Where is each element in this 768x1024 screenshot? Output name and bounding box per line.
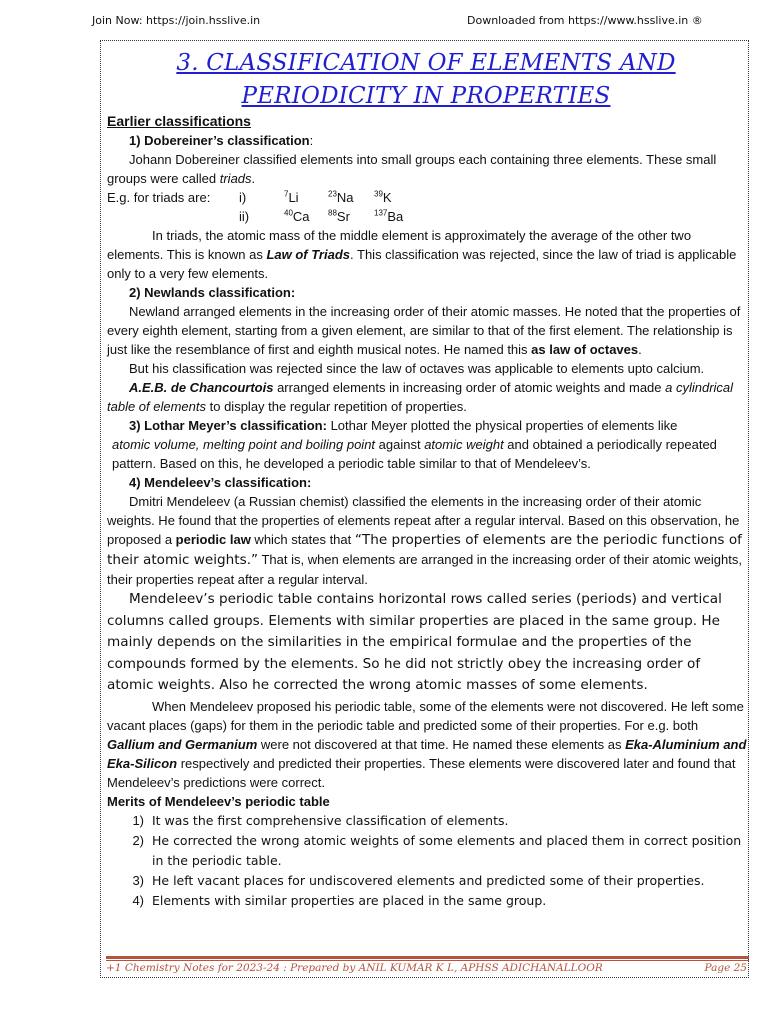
triads-row-2-number: ii): [239, 209, 250, 224]
lothar-meyer-paragraph: 3) Lothar Meyer’s classification: Lothar Meyer plotted the physical properties of elements like: [129, 418, 678, 433]
triad-element: $^{88}$Sr: [328, 208, 350, 224]
periodic-law-quote: “The properties of elements are the periodic functions of their atomic weights.”: [107, 532, 742, 568]
list-item: 2) He corrected the wrong atomic weights of some elements and placed them in correct position in the periodic table.: [132, 832, 742, 868]
triad-element: $^{23}$Na: [328, 189, 354, 205]
chancourtois-paragraph: A.E.B. de Chancourtois arranged elements in increasing order of atomic weights and made a cylindrical table of elements to display the regular repetition of properties.: [107, 380, 734, 414]
merits-heading: Merits of Mendeleev’s periodic table: [107, 793, 330, 809]
merits-list: [107, 811, 747, 911]
page-number: Page 25: [704, 962, 747, 974]
lothar-meyer-paragraph-cont: atomic volume, melting point and boiling point against atomic weight and obtained a periodically repeated pattern. Based on this, he developed a periodic table similar to that of Mendeleev’s.: [112, 437, 717, 471]
triad-element: $^7$Li: [284, 189, 299, 205]
mendeleev-paragraph: Dmitri Mendeleev (a Russian chemist) classified the elements in the increasing order of their atomic weights. He found that the properties of elements repeat after a regular interval. Based on this observation, he proposed a periodic law which states that “The properties of elements are the periodic functions of their atomic weights.” That is, when elements are arranged in the increasing order of their atomic weights, their properties repeat after a regular interval.: [107, 494, 742, 587]
footer-rule-thin: [106, 960, 749, 961]
chapter-title-line1: 3. CLASSIFICATION OF ELEMENTS AND: [176, 50, 676, 76]
list-item: 3) He left vacant places for undiscovered elements and predicted some of their properties.: [132, 872, 705, 888]
octaves-rejection-paragraph: But his classification was rejected since the law of octaves was applicable to elements upto calcium.: [129, 361, 705, 376]
page-header: [0, 12, 768, 30]
triads-row-1-number: i): [239, 190, 247, 205]
triads-eg-label: E.g. for triads are:: [107, 190, 211, 205]
dobereiner-heading: 1) Dobereiner’s classification:: [129, 133, 314, 148]
join-link-text: Join Now: https://join.hsslive.in: [92, 14, 261, 27]
vacant-places-paragraph: When Mendeleev proposed his periodic table, some of the elements were not discovered. He left some vacant places (gaps) for them in the periodic table and predicted some of their properties. For e.g. both Gallium and Germanium were not discovered at that time. He named these elements as Eka-Aluminium and Eka-Silicon respectively and predicted their properties. These elements were discovered later and found that Mendeleev’s predictions were correct.: [107, 698, 747, 790]
footer-rule-thick: [106, 956, 749, 959]
download-source-text: Downloaded from https://www.hsslive.in ®: [467, 14, 703, 27]
page-footer: [106, 962, 749, 974]
newlands-heading: 2) Newlands classification:: [129, 285, 296, 300]
mendeleev-heading: 4) Mendeleev’s classification:: [129, 475, 312, 490]
dobereiner-paragraph: Johann Dobereiner classified elements into small groups each containing three elements. These small groups were called triads.: [107, 152, 717, 186]
newlands-paragraph: Newland arranged elements in the increasing order of their atomic masses. He noted that the properties of every eighth element, starting from a given element, are similar to that of the first element. The relationship is just like the resemblance of first and eighth musical notes. He named this as law of octaves.: [107, 304, 741, 357]
triad-element: $^{137}$Ba: [374, 208, 404, 224]
triad-element: $^{39}$K: [374, 189, 392, 205]
list-item: 1) It was the first comprehensive classification of elements.: [132, 812, 509, 828]
triads-row-2: [107, 207, 747, 226]
law-of-triads-paragraph: In triads, the atomic mass of the middle element is approximately the average of the other two elements. This is known as Law of Triads. This classification was rejected, since the law of triad is applicable only to a very few elements.: [107, 228, 737, 281]
section-heading-earlier: Earlier classifications: [107, 113, 251, 129]
list-item: 4) Elements with similar properties are placed in the same group.: [132, 892, 547, 908]
triads-row-1: [107, 188, 747, 207]
periodic-table-description: Mendeleev’s periodic table contains horizontal rows called series (periods) and vertical columns called groups. Elements with similar properties are placed in the same group. He mainly depends on the similarities in the empirical formulae and the properties of the compounds formed by the elements. So he did not strictly obey the increasing order of atomic weights. Also he corrected the wrong atomic masses of some elements.: [107, 591, 722, 693]
page-content: [107, 112, 747, 911]
triad-element: $^{40}$Ca: [284, 208, 310, 224]
footer-credit: +1 Chemistry Notes for 2023-24 : Prepared by ANIL KUMAR K L, APHSS ADICHANALLOOR: [106, 962, 603, 974]
chapter-title-line2: PERIODICITY IN PROPERTIES: [241, 83, 611, 109]
